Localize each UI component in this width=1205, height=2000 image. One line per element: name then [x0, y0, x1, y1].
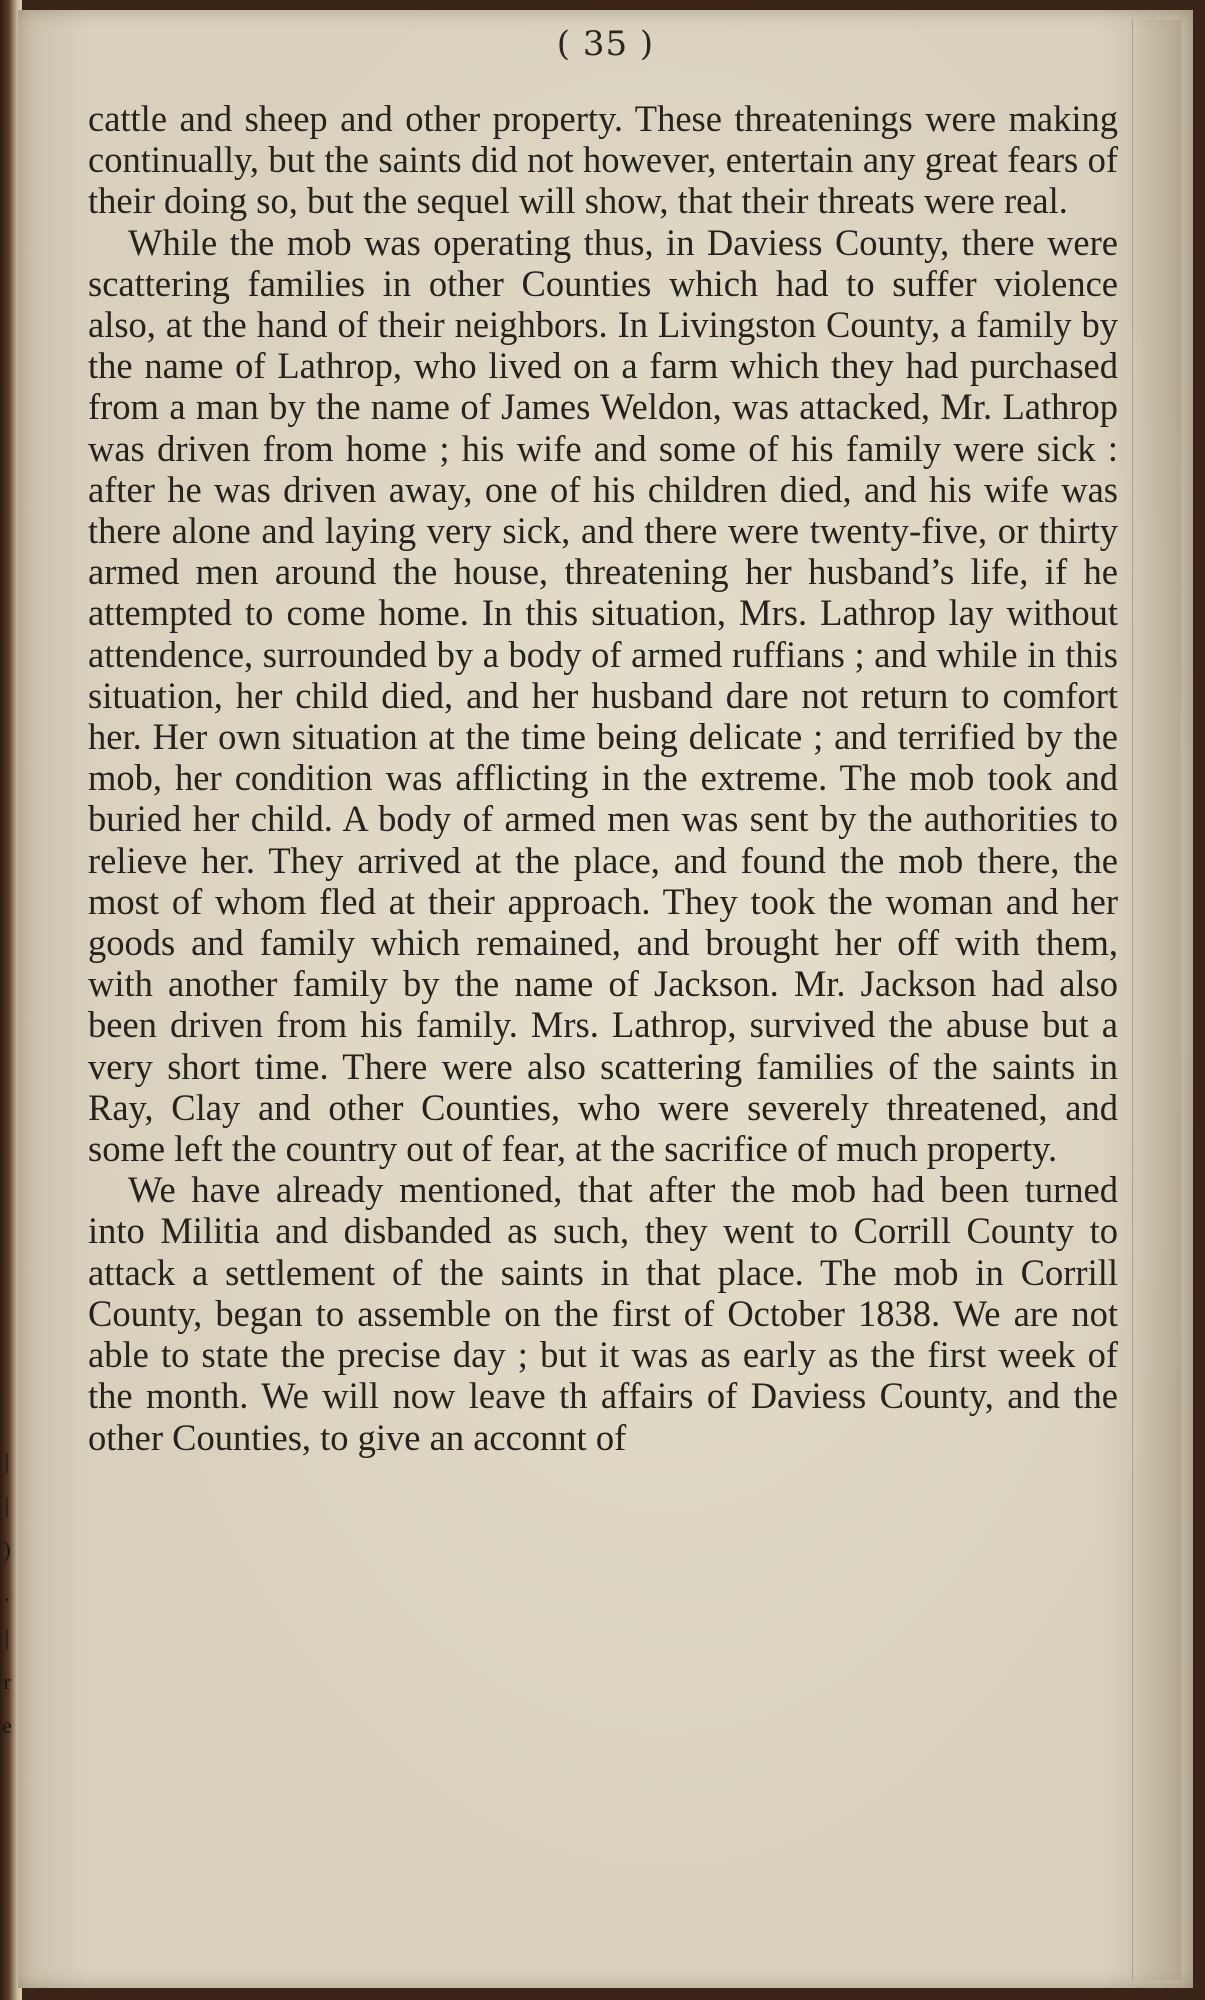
adjacent-page-margin-marks: | | ) . | r e: [2, 1449, 12, 1738]
paragraph-2: While the mob was operating thus, in Daviess County, there were scattering families in other Counties which had to suffer violence also, at the hand of their neighbors. In Livingston County, a family by the name of Lathrop, who lived on a farm which they had purchased from a man by the name of James Weldon, was attacked, Mr. Lathrop was driven from home ; his wife and some of his family were sick : after he was driven away, one of his children died, and his wife was there alone and laying very sick, and there were twenty-five, or thirty armed men around the house, threatening her husband’s life, if he attempted to come home. In this situation, Mrs. Lathrop lay without attendence, surrounded by a body of armed ruffians ; and while in this situation, her child died, and her husband dare not return to comfort her. Her own situation at the time being delicate ; and terrified by the mob, her condition was afflicting in the extreme. The mob took and buried her child. A body of armed men was sent by the authorities to relieve her. They arrived at the place, and found the mob there, the most of whom fled at their approach. They took the woman and her goods and family which remained, and brought her off with them, with another family by the name of Jackson. Mr. Jackson had also been driven from his family. Mrs. Lathrop, survived the abuse but a very short time. There were also scattering families of the saints in Ray, Clay and other Counties, who were severely threatened, and some left the country out of fear, at the sacrifice of much property.: [88, 221, 1118, 1170]
paragraph-3: We have already mentioned, that after the mob had been turned into Militia and disbanded as such, they went to Corrill County to attack a settlement of the saints in that place. The mob in Corrill County, began to assemble on the first of October 1838. We are not able to state the precise day ; but it was as early as the first week of the month. We will now leave th affairs of Daviess County, and the other Counties, to give an acconnt of: [88, 1169, 1118, 1458]
paragraph-1: cattle and sheep and other property. These threatenings were making continually, but the saints did not however, entertain any great fears of their doing so, but the sequel will show, that their threats were real.: [88, 98, 1118, 222]
page-number: ( 35 ): [556, 24, 655, 64]
page-body-text: [88, 98, 1118, 1458]
page-edge-shadow: [1132, 20, 1181, 1980]
book-page: [18, 10, 1193, 1988]
